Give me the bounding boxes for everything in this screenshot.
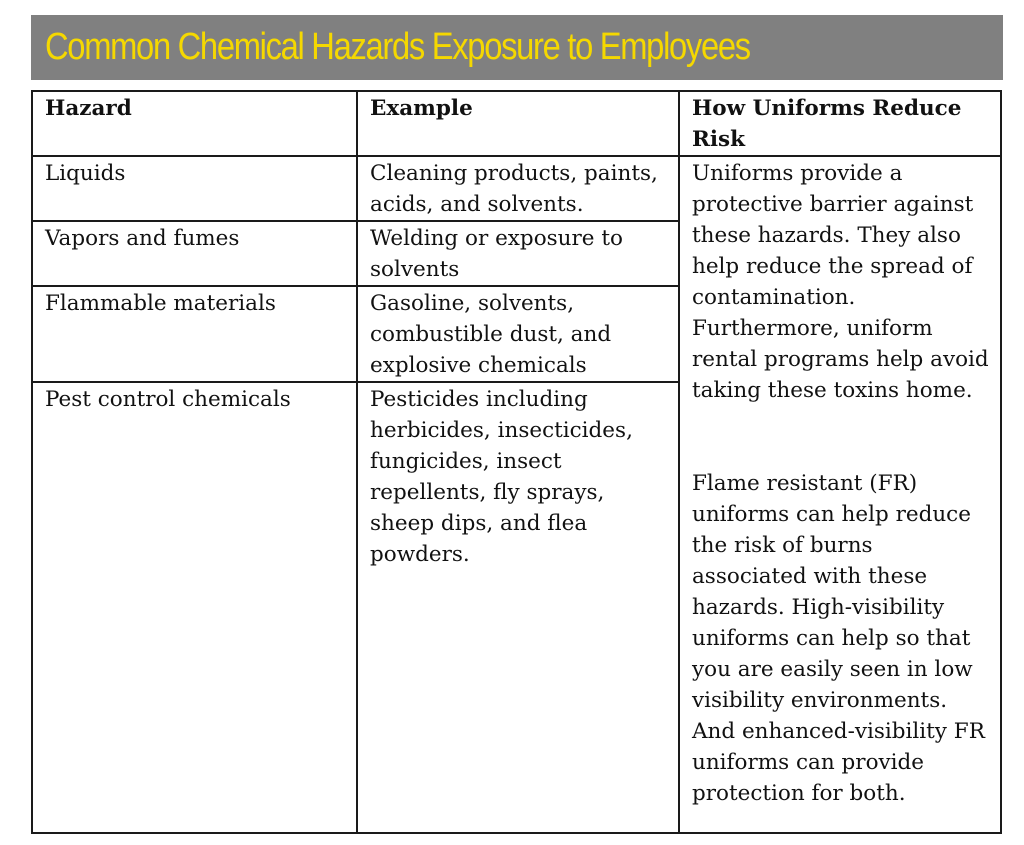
header-hazard: Hazard xyxy=(32,91,357,156)
hazard-cell: Flammable materials xyxy=(32,286,357,382)
header-example: Example xyxy=(357,91,679,156)
example-cell: Pesticides including herbicides, insecticides, fungicides, insect repellents, fly sprays, sheep dips, and flea powders. xyxy=(357,382,679,833)
example-cell: Cleaning products, paints, acids, and solvents. xyxy=(357,156,679,221)
table-header-row xyxy=(32,91,1001,156)
example-cell: Welding or exposure to solvents xyxy=(357,221,679,286)
hazards-table xyxy=(31,90,1002,834)
hazard-cell: Pest control chemicals xyxy=(32,382,357,833)
page-title: Common Chemical Hazards Exposure to Employees xyxy=(45,26,750,68)
hazard-cell: Liquids xyxy=(32,156,357,221)
title-banner xyxy=(31,15,1003,80)
hazard-cell: Vapors and fumes xyxy=(32,221,357,286)
example-cell: Gasoline, solvents, combustible dust, and explosive chemicals xyxy=(357,286,679,382)
risk-cell xyxy=(679,156,1001,833)
risk-paragraph-barrier: Uniforms provide a protective barrier against these hazards. They also help reduce the spread of contamination. Furthermore, uniform rental programs help avoid taking these toxins home. xyxy=(691,161,989,403)
table-row xyxy=(32,156,1001,221)
header-how-uniforms-reduce-risk: How Uniforms Reduce Risk xyxy=(679,91,1001,156)
risk-paragraph-flame-resistant: Flame resistant (FR) uniforms can help reduce the risk of burns associated with these hazards. High-visibility uniforms can help so that you are easily seen in low visibility environments. And enhanced-visibility FR uniforms can provide protection for both. xyxy=(691,471,985,806)
